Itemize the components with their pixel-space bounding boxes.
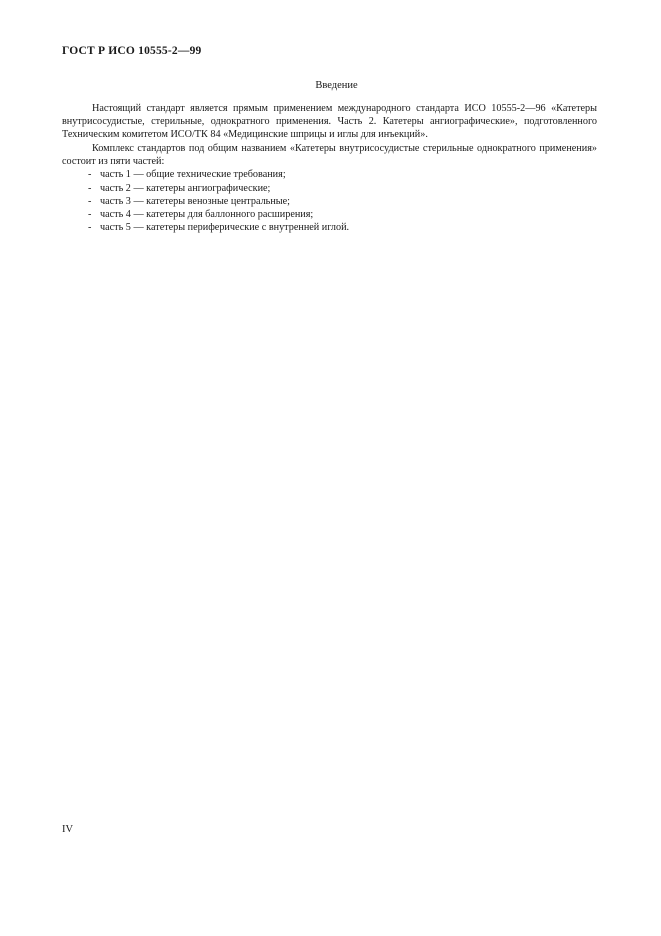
list-item [62, 221, 597, 234]
list-item-text: часть 2 — катетеры ангиографические; [100, 182, 271, 194]
list-marker: - [88, 221, 92, 233]
document-header: ГОСТ Р ИСО 10555-2—99 [62, 45, 202, 57]
document-body [62, 102, 597, 234]
list-item-text: часть 1 — общие технические требования; [100, 169, 286, 181]
list-marker: - [88, 182, 92, 194]
list-item [62, 208, 597, 221]
page-number: IV [62, 824, 74, 835]
list-marker: - [88, 169, 92, 181]
list-item [62, 182, 597, 195]
paragraph-parts: Комплекс стандартов под общим названием «Катетеры внутрисосудистые стерильные однократного применения» состоит из пяти частей: [62, 143, 597, 168]
parts-list [62, 168, 597, 233]
list-marker: - [88, 208, 92, 220]
list-item-text: часть 4 — катетеры для баллонного расширения; [100, 208, 314, 220]
list-item [62, 168, 597, 181]
list-marker: - [88, 195, 92, 207]
paragraph-intro: Настоящий стандарт является прямым применением международного стандарта ИСО 10555-2—96 «Катетеры внутрисосудистые, стерильные, однократного применения. Часть 2. Катетеры ангиографические», подготовленного Техническим комитетом ИСО/ТК 84 «Медицинские шприцы и иглы для инъекций». [62, 103, 597, 141]
list-item [62, 195, 597, 208]
section-title: Введение [315, 80, 358, 91]
list-item-text: часть 5 — катетеры периферические с внутренней иглой. [100, 221, 350, 233]
list-item-text: часть 3 — катетеры венозные центральные; [100, 195, 290, 207]
